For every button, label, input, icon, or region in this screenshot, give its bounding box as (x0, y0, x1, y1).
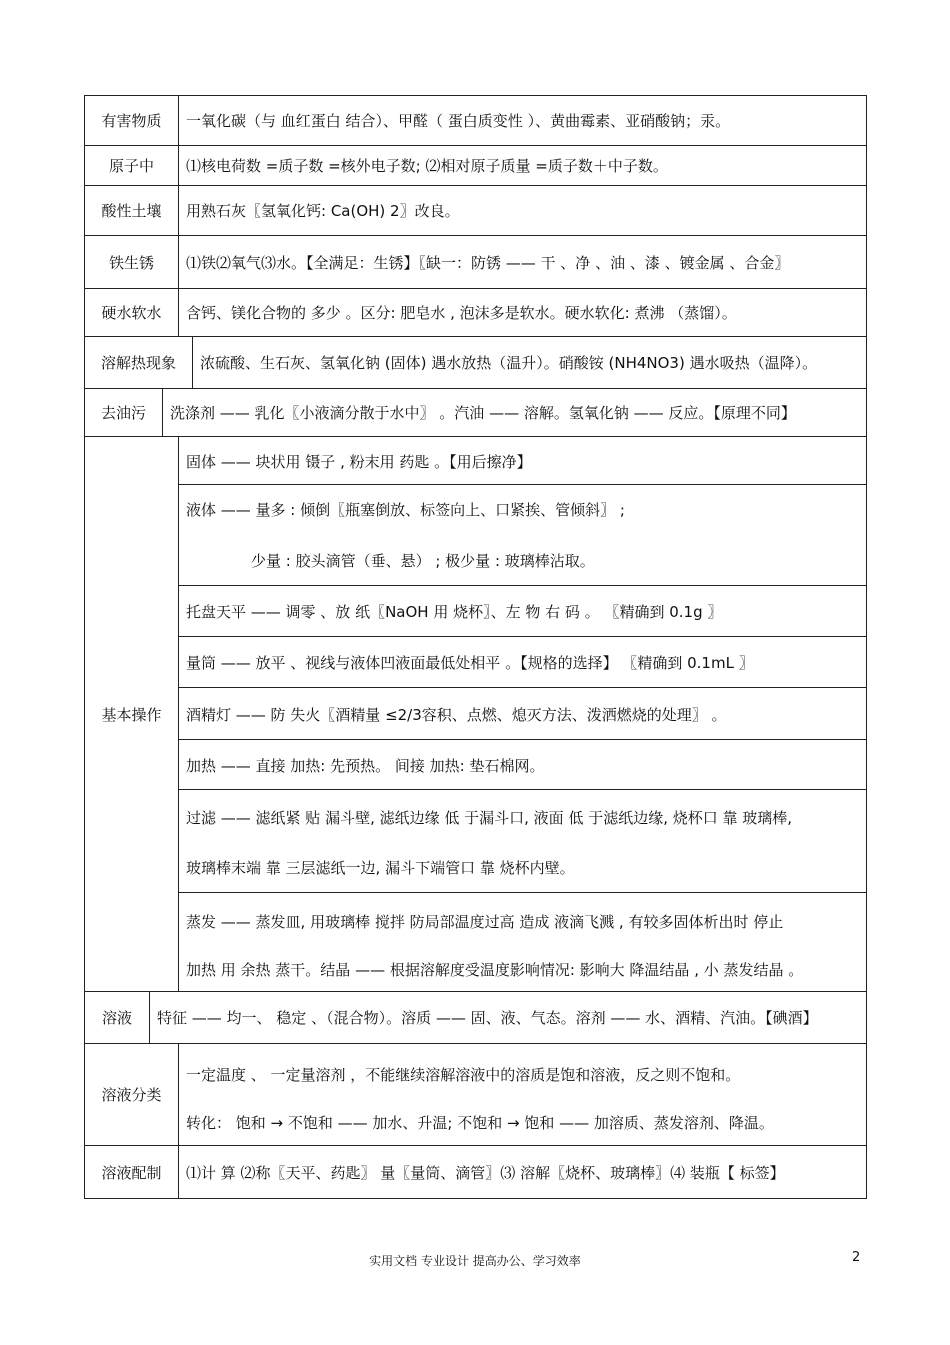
cell-solid (179, 437, 866, 485)
row-label: 基本操作 (85, 437, 179, 991)
row-label: 溶解热现象 (85, 337, 193, 388)
row-text: 用熟石灰〖氢氧化钙: Ca(OH) 2〗改良。 (186, 202, 460, 220)
row-iron-rust (85, 236, 866, 289)
row-label: 去油污 (85, 389, 163, 436)
cell-text: 加热 用 余热 蒸干。结晶 —— 根据溶解度受温度影响情况: 影响大 降温结晶 , 小 蒸发结晶 。 (186, 961, 804, 979)
cell-text: 加热 —— 直接 加热: 先预热。 间接 加热: 垫石棉网。 (186, 757, 545, 775)
row-text: ⑴铁⑵氧气⑶水。【全满足：生锈】〖缺一：防锈 —— 干 、净 、油 、漆 、镀金属 、合金〗 (186, 253, 790, 272)
notes-table (84, 95, 867, 1199)
row-harmful-substances (85, 96, 866, 146)
row-label: 酸性土壤 (85, 186, 179, 235)
cell-liquid (179, 485, 866, 586)
cell-text: 蒸发 —— 蒸发皿, 用玻璃棒 搅拌 防局部温度过高 造成 液滴飞溅 , 有较多固体析出时 停止 (186, 913, 784, 931)
row-degrease (85, 389, 866, 437)
row-label: 原子中 (85, 146, 179, 185)
page-number: 2 (852, 1250, 861, 1265)
row-label: 溶液分类 (85, 1044, 179, 1145)
row-solution-classification (85, 1044, 866, 1146)
row-label: 溶液 (85, 992, 150, 1043)
cell-filtering (179, 790, 866, 893)
page-footer: 实用文档 专业设计 提高办公、学习效率 (369, 1254, 581, 1268)
cell-text: 托盘天平 —— 调零 、放 纸〖NaOH 用 烧杯〗、左 物 右 码 。 〖精确到 0.1g 〗 (186, 603, 723, 621)
cell-heating (179, 740, 866, 790)
row-text: 转化： 饱和 → 不饱和 —— 加水、升温; 不饱和 → 饱和 —— 加溶质、蒸发溶剂、降温。 (186, 1114, 774, 1132)
cell-text: 少量 : 胶头滴管（垂、悬） ; 极少量 : 玻璃棒沾取。 (251, 552, 595, 570)
row-text: ⑴核电荷数 =质子数 =核外电子数; ⑵相对原子质量 =质子数＋中子数。 (186, 157, 668, 175)
row-basic-operations (85, 437, 866, 992)
cell-cylinder (179, 637, 866, 688)
row-hard-water (85, 289, 866, 337)
cell-text: 玻璃棒末端 靠 三层滤纸一边, 漏斗下端管口 靠 烧杯内壁。 (186, 859, 575, 877)
row-text: 一定温度 、 一定量溶剂 ，不能继续溶解溶液中的溶质是饱和溶液，反之则不饱和。 (186, 1066, 741, 1084)
cell-alcohol-lamp (179, 688, 866, 740)
basic-ops-cells (179, 437, 866, 991)
row-label: 硬水软水 (85, 289, 179, 336)
row-text: 一氧化碳（与 血红蛋白 结合）、甲醛（ 蛋白质变性 ）、黄曲霉素、亚硝酸钠；汞。 (186, 112, 731, 130)
row-text: 洗涤剂 —— 乳化〖小液滴分散于水中〗 。汽油 —— 溶解。氢氧化钠 —— 反应。【原理不同】 (170, 404, 796, 422)
cell-text: 液体 —— 量多 : 倾倒〖瓶塞倒放、标签向上、口紧挨、管倾斜〗 ; (186, 501, 625, 519)
cell-text: 酒精灯 —— 防 失火〖酒精量 ≤2/3容积、点燃、熄灭方法、泼洒燃烧的处理〗 。 (186, 706, 727, 724)
row-label: 铁生锈 (85, 236, 179, 288)
row-dissolution-heat (85, 337, 866, 389)
row-acidic-soil (85, 186, 866, 236)
row-text: 含钙、镁化合物的 多少 。区分: 肥皂水 , 泡沫多是软水。硬水软化: 煮沸 （蒸馏）。 (186, 304, 737, 322)
row-label: 溶液配制 (85, 1146, 179, 1198)
row-solution (85, 992, 866, 1044)
row-atom (85, 146, 866, 186)
cell-text: 量筒 —— 放平 、视线与液体凹液面最低处相平 。【规格的选择】 〖精确到 0.1mL 〗 (186, 654, 754, 672)
cell-text: 固体 —— 块状用 镊子 , 粉末用 药匙 。【用后擦净】 (186, 453, 532, 471)
row-solution-preparation (85, 1146, 866, 1198)
row-text: ⑴计 算 ⑵称〖天平、药匙〗 量〖量筒、滴管〗⑶ 溶解〖烧杯、玻璃棒〗⑷ 装瓶【 标签】 (186, 1163, 785, 1182)
row-text: 浓硫酸、生石灰、氢氧化钠 (固体) 遇水放热（温升）。硝酸铵 (NH4NO3) 遇水吸热（温降）。 (200, 354, 818, 372)
row-text: 特征 —— 均一、 稳定 、（混合物）。溶质 —— 固、液、气态。溶剂 —— 水、酒精、汽油。【碘酒】 (157, 1009, 818, 1027)
cell-balance (179, 586, 866, 637)
cell-evaporation (179, 893, 866, 989)
row-label: 有害物质 (85, 96, 179, 145)
cell-text: 过滤 —— 滤纸紧 贴 漏斗壁, 滤纸边缘 低 于漏斗口, 液面 低 于滤纸边缘, 烧杯口 靠 玻璃棒, (186, 809, 793, 827)
